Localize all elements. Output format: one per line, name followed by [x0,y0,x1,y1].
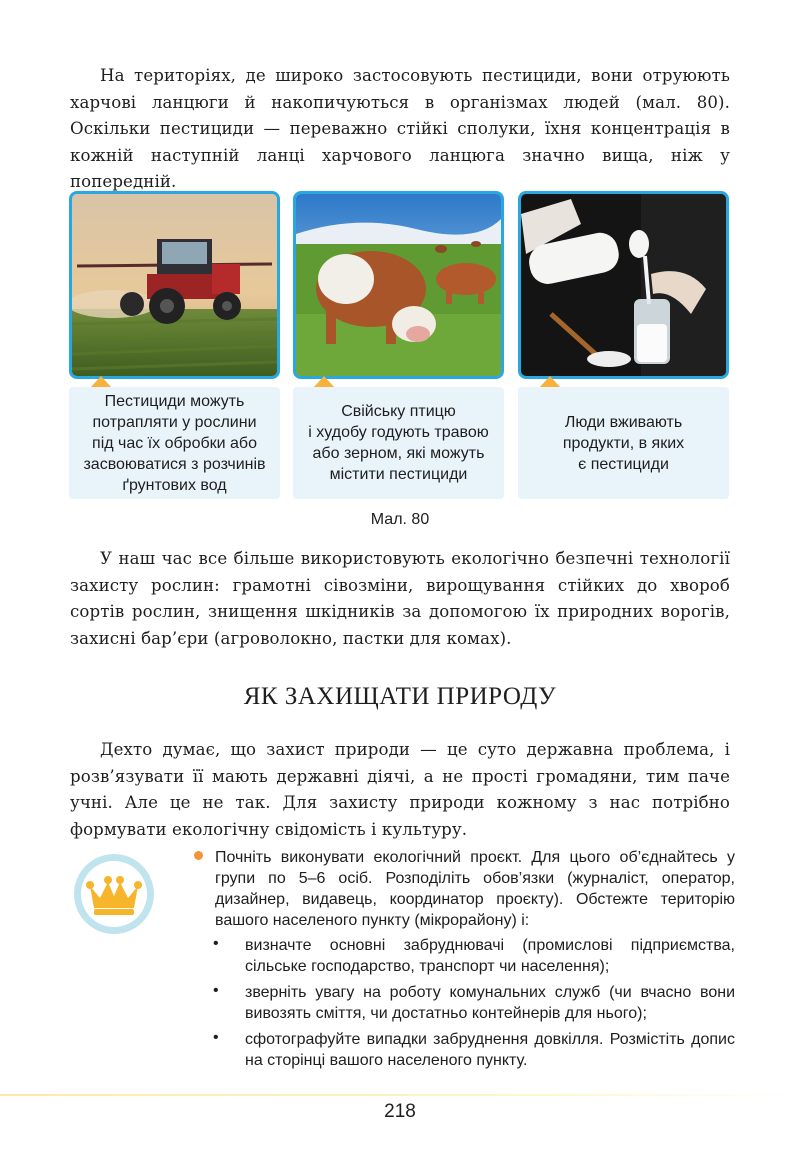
technologies-paragraph [70,546,730,652]
footer-divider [0,1094,800,1096]
figure-caption-text: Люди вживають продукти, в яких є пестициди [562,413,685,473]
technologies-paragraph-text: У наш час все більше використовують екологічно безпечні технології захисту рослин: грамотні сівозміни, вирощування стійких до хвороб сортів рослин, знищення шкідників за допомогою їх природних ворогів, захисні бар’єри (агроволокно, пастки для комах). [70,549,730,648]
task-instruction: Почніть виконувати екологічний проєкт. Для цього об’єднайтесь у групи по 5–6 осіб. Розподіліть обов’язки (журналіст, оператор, дизайнер, видавець, координатор проєкту). Обстежте територію вашого населеного пункту (мікрорайону) і: [215,849,735,929]
figure-caption-text: Пестициди можуть потрапляти у рослини під час їх обробки або засвоюватися з розчинів ґрунтових вод [83,392,266,494]
intro-paragraph [70,63,730,196]
section-heading: ЯК ЗАХИЩАТИ ПРИРОДУ [243,683,557,710]
list-bullet: • [213,1029,219,1046]
tractor-spraying-photo [69,191,280,379]
protection-paragraph [70,737,730,843]
list-bullet: • [213,982,219,999]
task-list-item: сфотографуйте випадки забруднення довкілля. Розмістіть допис на сторінці вашого населеного пункту. [245,1031,735,1069]
task-list-item: визначте основні забруднювачі (промислові підприємства, сільське господарство, транспорт чи населення); [245,937,735,975]
page-number: 218 [384,1101,416,1122]
figure-caption-box [518,387,729,499]
figure-caption-box [293,387,504,499]
figure-caption-box [69,387,280,499]
task-bullet [194,851,203,860]
crown-icon [72,852,156,936]
pouring-milk-photo [518,191,729,379]
intro-paragraph-text: На територіях, де широко застосовують пестициди, вони отруюють харчові ланцюги й накопичуються в організмах людей (мал. 80). Оскільки пестициди — переважно стійкі сполуки, їхня концентрація в кожній наступній ланці харчового ланцюга значно вища, ніж у попередній. [70,66,730,191]
figure-label: Мал. 80 [370,511,430,528]
list-bullet: • [213,935,219,952]
figure-caption-text: Свійську птицю і худобу годують травою або зерном, які можуть містити пестициди [308,403,489,483]
grazing-cow-photo [293,191,504,379]
task-list-item: зверніть увагу на роботу комунальних служб (чи вчасно вони вивозять сміття, чи достатньо контейнерів для нього); [245,984,735,1022]
protection-paragraph-text: Дехто думає, що захист природи — це суто державна проблема, і розв’язувати її мають державні діячі, а не прості громадяни, тим паче учні. Але це не так. Для захисту природи кожному з нас потрібно формувати екологічну свідомість і культуру. [70,740,730,839]
